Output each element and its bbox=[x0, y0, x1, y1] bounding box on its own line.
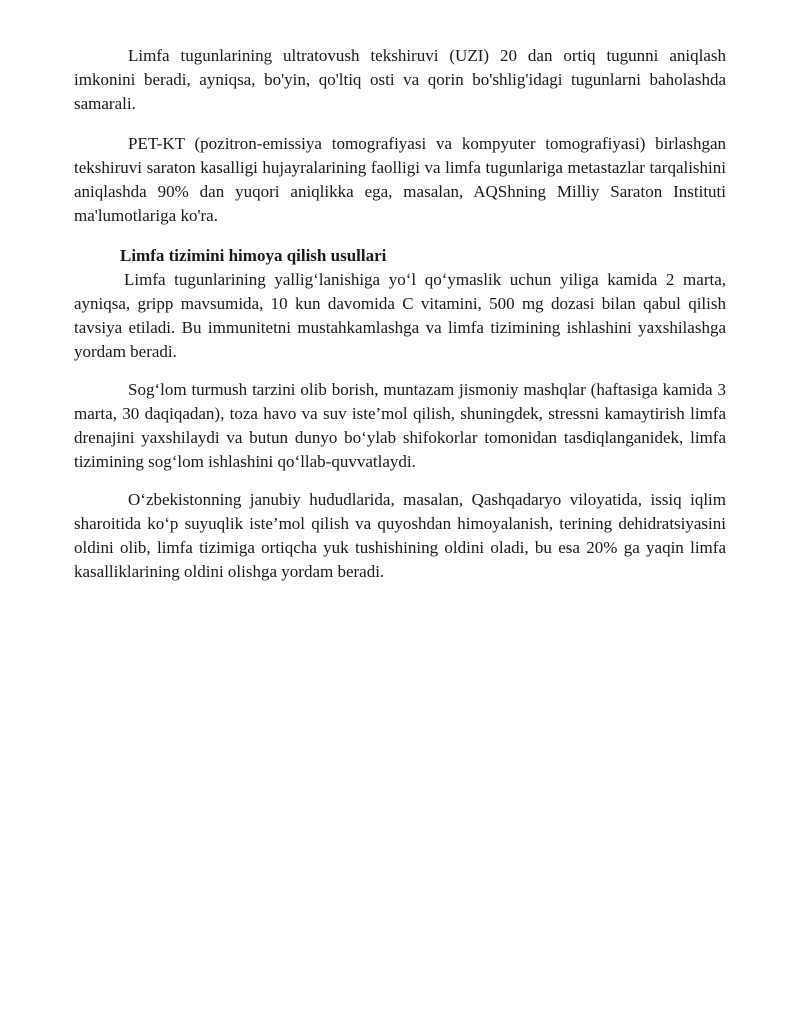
section-heading: Limfa tizimini himoya qilish usullari bbox=[120, 246, 387, 265]
paragraph-pet-kt: PET-KT (pozitron-emissiya tomografiyasi va kompyuter tomografiyasi) birlashgan tekshiruvi saraton kasalligi hujayralarining faolligi va limfa tugunlariga metastazlar tarqalishini aniqlashda 90% dan yuqori aniqlikka ega, masalan, AQShning Milliy Saraton Instituti ma'lumotlariga ko'ra. bbox=[74, 134, 726, 225]
spacer bbox=[74, 116, 726, 132]
paragraph-vitamin-c: Limfa tugunlarining yallig‘lanishiga yo‘l qo‘ymaslik uchun yiliga kamida 2 marta, ayniqsa, gripp mavsumida, 10 kun davomida C vitamini, 500 mg dozasi bilan qabul qilish tavsiya etiladi. Bu immunitetni mustahkamlashga va limfa tizimining ishlashini yaxshilashga yordam beradi. bbox=[74, 270, 726, 361]
document-page bbox=[74, 44, 726, 584]
paragraph-lifestyle: Sog‘lom turmush tarzini olib borish, muntazam jismoniy mashqlar (haftasiga kamida 3 marta, 30 daqiqadan), toza havo va suv iste’mol qilish, shuningdek, stressni kamaytirish limfa drenajini yaxshilaydi va butun dunyo bo‘ylab shifokorlar tomonidan tasdiqlanganidek, limfa tizimining sog‘lom ishlashini qo‘llab-quvvatlaydi. bbox=[74, 380, 726, 471]
spacer bbox=[74, 228, 726, 244]
spacer bbox=[74, 364, 726, 378]
paragraph-uzi: Limfa tugunlarining ultratovush tekshiruvi (UZI) 20 dan ortiq tugunni aniqlash imkonini beradi, ayniqsa, bo'yin, qo'ltiq osti va qorin bo'shlig'idagi tugunlarni baholashda samarali. bbox=[74, 46, 726, 113]
spacer bbox=[74, 474, 726, 488]
paragraph-southern-regions: O‘zbekistonning janubiy hududlarida, masalan, Qashqadaryo viloyatida, issiq iqlim sharoitida ko‘p suyuqlik iste’mol qilish va quyoshdan himoyalanish, terining dehidratsiyasini oldini olib, limfa tizimiga ortiqcha yuk tushishining oldini oladi, bu esa 20% ga yaqin limfa kasalliklarining oldini olishga yordam beradi. bbox=[74, 490, 726, 581]
